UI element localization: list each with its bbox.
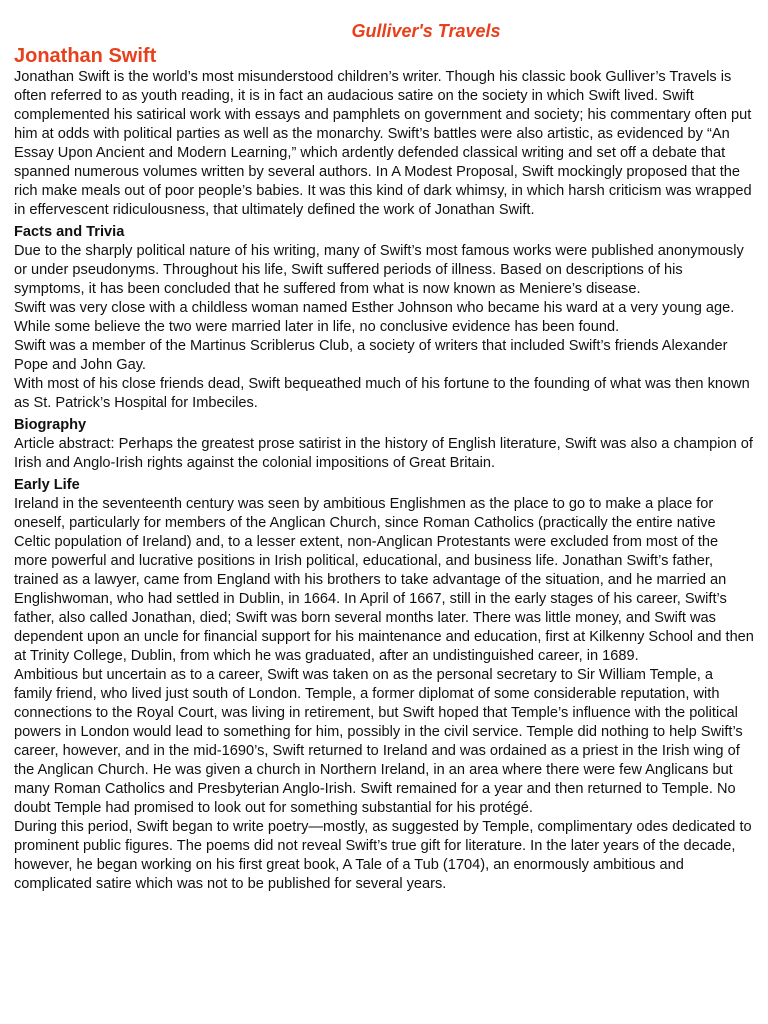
facts-paragraph: Swift was a member of the Martinus Scriblerus Club, a society of writers that included Swift’s friends Alexander Pope and John Gay. [14, 338, 728, 373]
early-life-heading: Early Life [14, 477, 80, 493]
author-heading: Jonathan Swift [14, 45, 157, 67]
facts-paragraph: Swift was very close with a childless woman named Esther Johnson who became his ward at a very young age. While some believe the two were married later in life, no conclusive evidence has been found. [14, 300, 735, 335]
facts-paragraph: With most of his close friends dead, Swift bequeathed much of his fortune to the founding of what was then known as St. Patrick’s Hospital for Imbeciles. [14, 376, 750, 411]
intro-paragraph: Jonathan Swift is the world’s most misunderstood children’s writer. Though his classic book Gulliver’s Travels is often referred to as youth reading, it is in fact an audacious satire on the society in which Swift lived. Swift complemented his satirical work with essays and pamphlets on government and society; his commentary often put him at odds with political parties as well as the monarchy. Swift’s battles were also artistic, as evidenced by “An Essay Upon Ancient and Modern Learning,” which ardently defended classical writing and set off a debate that spanned numerous volumes written by several authors. In A Modest Proposal, Swift mockingly proposed that the rich make meals out of poor people’s babies. It was this kind of dark whimsy, in which harsh criticism was wrapped in effervescent ridiculousness, that ultimately defined the work of Jonathan Swift. [14, 69, 752, 218]
early-life-paragraph: Ambitious but uncertain as to a career, Swift was taken on as the personal secretary to Sir William Temple, a family friend, who lived just south of London. Temple, a former diplomat of some considerable reputation, with connections to the Royal Court, was living in retirement, but Swift hoped that Temple’s influence with the political powers in London would lead to something for him, possibly in the civil service. Temple did nothing to help Swift’s career, however, and in the mid-1690’s, Swift returned to Ireland and was ordained as a priest in the Irish wing of the Anglican Church. He was given a church in Northern Ireland, in an area where there were few Anglicans but many Roman Catholics and Presbyterian Anglo-Irish. Swift remained for a year and then returned to Temple. No doubt Temple had promised to look out for something substantial for his protégé. [14, 667, 743, 816]
facts-paragraph: Due to the sharply political nature of his writing, many of Swift’s most famous works were published anonymously or under pseudonyms. Throughout his life, Swift suffered periods of illness. Based on descriptions of his symptoms, it has been concluded that he suffered from what is now known as Meniere’s disease. [14, 243, 744, 297]
early-life-paragraph: During this period, Swift began to write poetry—mostly, as suggested by Temple, complimentary odes dedicated to prominent public figures. The poems did not reveal Swift’s true gift for literature. In the later years of the decade, however, he began working on his first great book, A Tale of a Tub (1704), an enormously ambitious and complicated satire which was not to be published for several years. [14, 819, 752, 892]
facts-heading: Facts and Trivia [14, 224, 125, 240]
document-title: Gulliver's Travels [351, 21, 501, 41]
biography-paragraph: Article abstract: Perhaps the greatest prose satirist in the history of English literature, Swift was also a champion of Irish and Anglo-Irish rights against the colonial impositions of Great Britain. [14, 436, 753, 471]
biography-heading: Biography [14, 417, 87, 433]
early-life-paragraph: Ireland in the seventeenth century was seen by ambitious Englishmen as the place to go to make a place for oneself, particularly for members of the Anglican Church, since Roman Catholics (practically the entire native Celtic population of Ireland) and, to a lesser extent, non-Anglican Protestants were excluded from most of the more powerful and lucrative positions in Irish political, educational, and business life. Jonathan Swift’s father, trained as a lawyer, came from England with his brothers to take advantage of the situation, and he married an Englishwoman, who had settled in Dublin, in 1664. In April of 1667, still in the early stages of his career, Swift’s father, also called Jonathan, died; Swift was born several months later. There was little money, and Swift was dependent upon an uncle for financial support for his maintenance and education, first at Kilkenny School and then at Trinity College, Dublin, from which he was graduated, after an undistinguished career, in 1689. [14, 496, 754, 664]
